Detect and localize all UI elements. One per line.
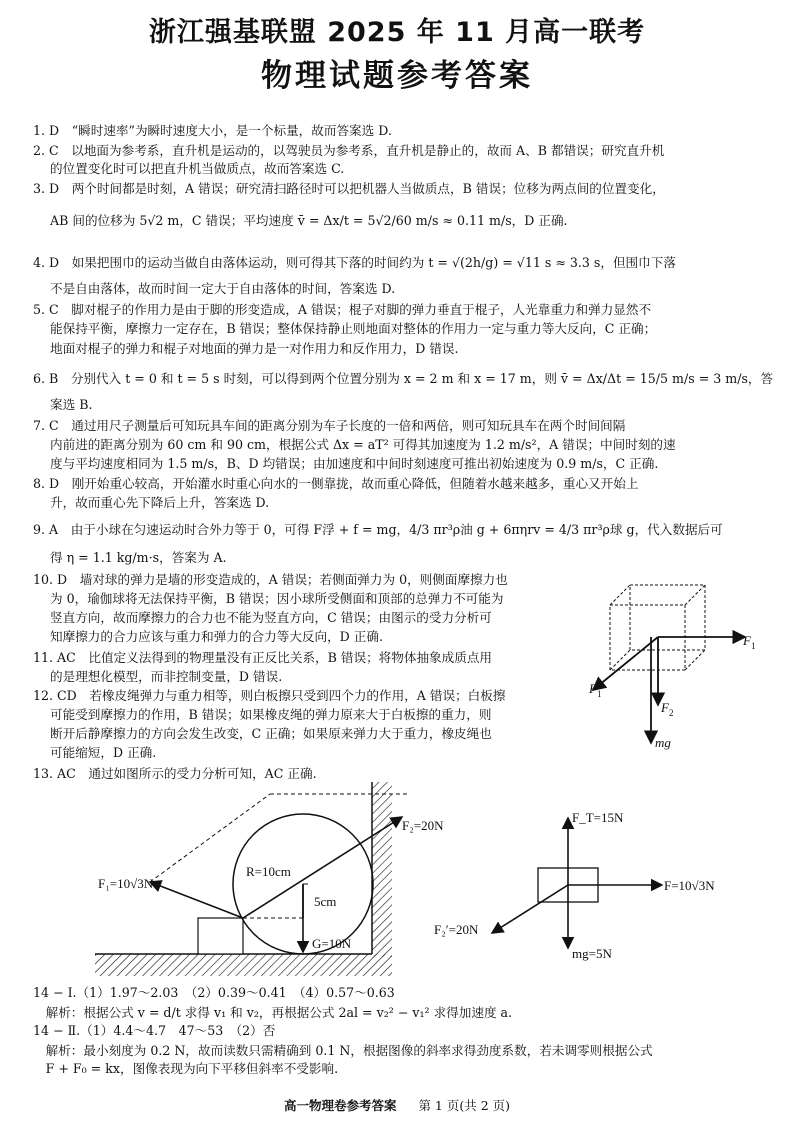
f1-label: F [743,633,751,648]
answer-line: 2. C 以地面为参考系，直升机是运动的，以驾驶员为参考系，直升机是静止的，故而 A、B 都错误；研究直升机 [33,143,665,158]
answer-line: F + F₀ = kx，图像表现为向下平移但斜率不受影响. [33,1061,339,1076]
answer-line: 的是理想化模型，而非控制变量，D 错误. [50,669,283,684]
answer-line: 地面对棍子的弹力和棍子对地面的弹力是一对作用力和反作用力，D 错误. [50,341,459,356]
answer-line: 3. D 两个时间都是时刻，A 错误；研究清扫路径时可以把机器人当做质点，B 错误；位移为两点间的位置变化， [33,181,665,196]
f2p-label: F₂′=20N [434,922,479,937]
wall [372,782,392,957]
answer-line: 可能受到摩擦力的作用，B 错误；如果橡皮绳的弹力原来大于白板擦的重力，则 [50,707,492,722]
answer-line: 解析：根据公式 v = d/t 求得 v₁ 和 v₂，再根据公式 2al = v₂² − v₁² 求得加速度 a. [33,1005,513,1020]
answer-title: 物理试题参考答案 [261,58,533,94]
answer-line: 14 − Ⅰ.（1）1.97～2.03 （2）0.39～0.41 （4）0.57～0.63 [33,985,395,1000]
page-number: 第 1 页(共 2 页) [418,1098,511,1113]
f2-sub: 2 [669,708,674,718]
answer-line: 11. AC 比值定义法得到的物理量没有正反比关系，B 错误；将物体抽象成质点用 [33,650,493,665]
answer-line: 10. D 墙对球的弹力是墙的形变造成的，A 错误；若侧面弹力为 0，则侧面摩擦力也 [33,572,508,587]
f-label: F=10√3N [664,878,715,893]
answer-line: 度与平均速度相同为 1.5 m/s，B、D 均错误；由加速度和中间时刻速度可推出初始速度为 0.9 m/s，C 正确. [50,456,659,471]
answer-line: 案选 B. [50,397,93,412]
answer-line: 9. A 由于小球在匀速运动时合外力等于 0，可得 F浮 + f = mg，4/3 πr³ρ油 g + 6πηrv = 4/3 πr³ρ球 g，代入数据后可 [33,522,723,537]
ft-label: F_T=15N [572,810,624,825]
answer-line: 6. B 分别代入 t = 0 和 t = 5 s 时刻，可以得到两个位置分别为 x = 2 m 和 x = 17 m，则 v̄ = Δx/Δt = 15/5 m/s = 3 m/s，答 [33,371,774,386]
step-block [198,918,243,954]
footer-title: 高一物理卷参考答案 [283,1098,397,1113]
answer-line: 能保持平衡，摩擦力一定存在，B 错误；整体保持静止则地面对整体的作用力一定与重力等大反向，C 正确； [50,321,657,336]
f1-sub: 1 [751,641,756,651]
answer-line: 8. D 刚开始重心较高，开始灌水时重心向水的一侧靠拢，故而重心降低，但随着水越来越多，重心又开始上 [33,476,639,491]
answer-line: 7. C 通过用尺子测量后可知玩具车间的距离分别为车子长度的一倍和两倍，则可知玩具车在两个时间间隔 [33,418,626,433]
block-force-diagram [430,808,750,978]
f2-label: F [661,700,669,715]
answer-line: 知摩擦力的合力应该与重力和弹力的合力等大反向，D 正确. [50,629,383,644]
ball-force-diagram [90,782,444,982]
offset-label: 5cm [314,894,337,909]
answer-line: 升，故而重心先下降后上升，答案选 D. [50,495,270,510]
answer-line: 12. CD 若橡皮绳弹力与重力相等，则白板擦只受到四个力的作用，A 错误；白板擦 [33,688,506,703]
answer-line: 1. D “瞬时速率”为瞬时速度大小，是一个标量，故而答案选 D. [33,123,392,138]
answer-line: 内前进的距离分别为 60 cm 和 90 cm，根据公式 Δx = aT² 可得其加速度为 1.2 m/s²，A 错误；中间时刻的速 [50,437,676,452]
ball-f1-label: F₁=10√3N [98,876,154,891]
answer-line: 的位置变化时可以把直升机当做质点，故而答案选 C. [50,161,345,176]
answer-line: 5. C 脚对棍子的作用力是由于脚的形变造成，A 错误；棍子对脚的弹力垂直于棍子，人光靠重力和弹力显然不 [33,302,652,317]
exam-title: 浙江强基联盟 2025 年 11 月高一联考 [148,17,646,48]
answer-line: 解析：最小刻度为 0.2 N，故而读数只需精确到 0.1 N，根据图像的斜率求得劲度系数，若未调零则根据公式 [33,1043,653,1058]
f3-sub: 1 [597,689,602,699]
gravity-label: G=10N [312,936,352,951]
answer-line: 14 − Ⅱ.（1）4.4～4.7 47～53 （2）否 [33,1023,276,1038]
f3-label: F [589,681,597,696]
page-footer [0,1096,794,1114]
answer-line: 为 0，瑜伽球将无法保持平衡，B 错误；因小球所受侧面和顶部的总弹力不可能为 [50,591,504,606]
answer-line: 竖直方向，故而摩擦力的合力也不能为竖直方向，C 错误；由图示的受力分析可 [50,610,492,625]
answer-line: 不是自由落体，故而时间一定大于自由落体的时间，答案选 D. [50,281,396,296]
answer-line: 4. D 如果把围巾的运动当做自由落体运动，则可得其下落的时间约为 t = √(2h/g) = √11 s ≈ 3.3 s，但围巾下落 [33,255,676,270]
answer-line: 断开后静摩擦力的方向会发生改变，C 正确；如果原来弹力大于重力，橡皮绳也 [50,726,492,741]
radius-label: R=10cm [246,864,291,879]
mg5-label: mg=5N [572,946,612,961]
answer-line: AB 间的位移为 5√2 m，C 错误；平均速度 v̄ = Δx/t = 5√2/60 m/s ≈ 0.11 m/s，D 正确. [50,213,568,228]
answer-line: 得 η = 1.1 kg/m·s，答案为 A. [50,550,227,565]
answer-line: 可能缩短，D 正确. [50,745,157,760]
ground [95,954,392,976]
ball-f2-label: F₂=20N [402,818,444,833]
box-force-diagram [585,575,765,755]
answer-line: 13. AC 通过如图所示的受力分析可知，AC 正确. [33,766,317,781]
mg-label: mg [655,735,671,750]
